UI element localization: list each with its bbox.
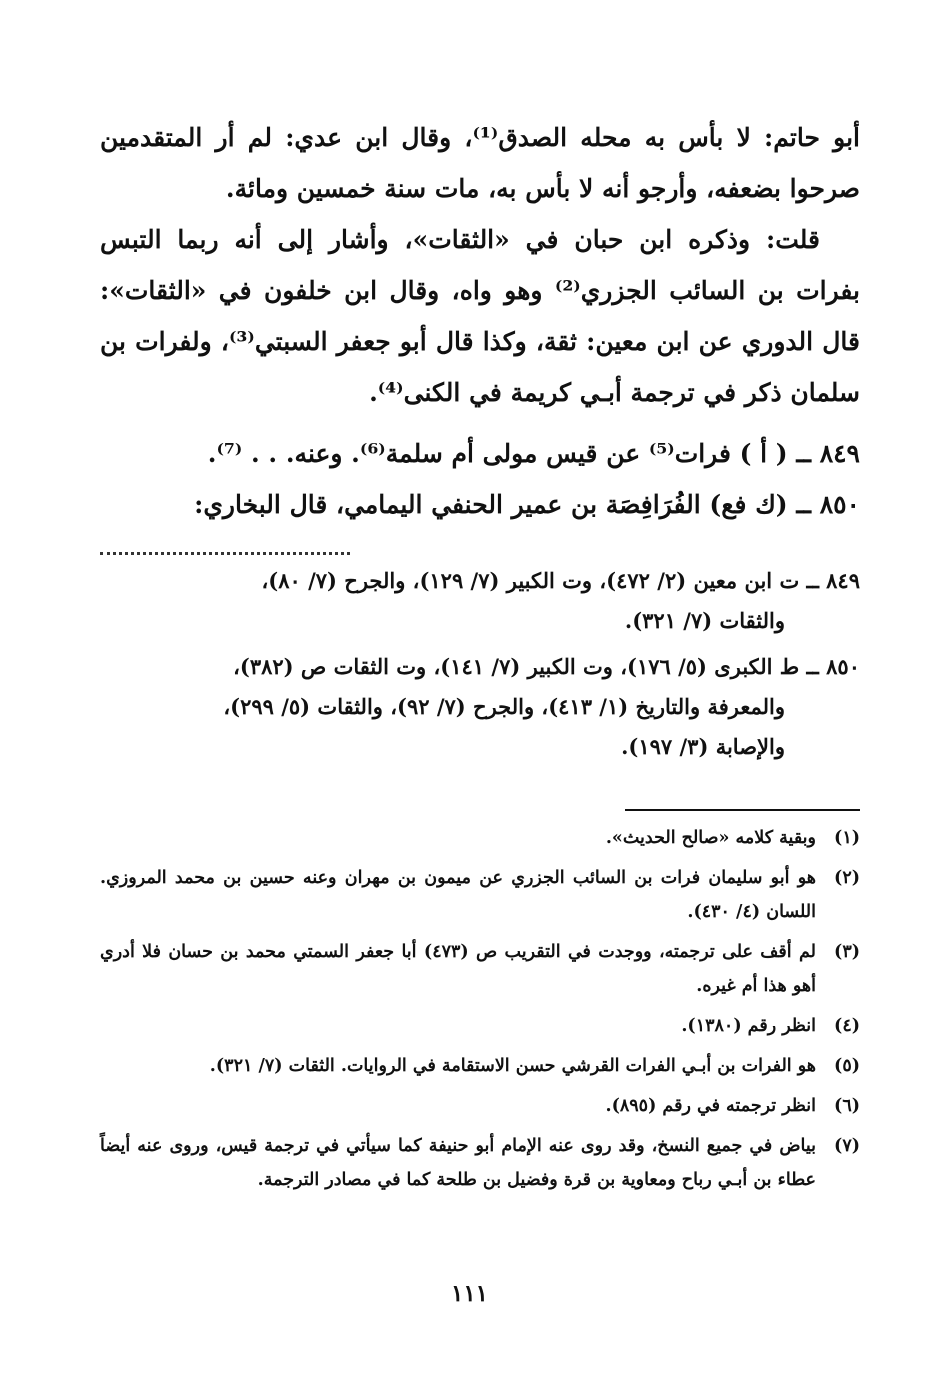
footnote-number: (٥) bbox=[834, 1056, 860, 1076]
footnote-text: بياض في جميع النسخ، وقد روى عنه الإمام أبو حنيفة كما سيأتي في ترجمة قيس، وروى عنه أيضاً عطاء بن أبـي رباح ومعاوية بن قرة وفضيل بن طلحة كما في مصادر الترجمة. bbox=[100, 1136, 816, 1190]
footnote-number: (٧) bbox=[834, 1136, 860, 1156]
footnote-1 bbox=[100, 821, 860, 855]
entry-850: ٨٥٠ ــ (ك فع) الفُرَافِصَة بن عمير الحنفي اليمامي، قال البخاري: bbox=[194, 490, 860, 519]
footnote-text: وبقية كلامه «صالح الحديث». bbox=[605, 828, 816, 848]
footnote-number: (٣) bbox=[834, 942, 860, 962]
page-number: ١١١ bbox=[450, 1280, 489, 1307]
footnote-text: هو الفرات بن أبـي الفرات القرشي حسن الاستقامة في الروايات. الثقات (٧/ ٣٢١). bbox=[209, 1056, 816, 1076]
footnotes bbox=[100, 821, 860, 1197]
reference-849 bbox=[100, 561, 860, 641]
page-body bbox=[100, 112, 860, 1203]
footnote-rule bbox=[625, 809, 860, 811]
reference-849-line-1: ٨٤٩ ــ ت ابن معين (٢/ ٤٧٢)، وت الكبير (٧/ ١٢٩)، والجرح (٧/ ٨٠)، bbox=[261, 568, 860, 593]
paragraph-1: أبو حاتم: لا بأس به محله الصدق⁽¹⁾، وقال ابن عدي: لم أر المتقدمين صرحوا بضعفه، وأرجو أنه لا بأس به، مات سنة خمسين ومائة. bbox=[100, 123, 860, 203]
main-text bbox=[100, 112, 860, 530]
paragraph-2: قلت: وذكره ابن حبان في «الثقات»، وأشار إلى أنه ربما التبس بفرات بن السائب الجزري⁽²⁾ وهو واه، وقال ابن خلفون في «الثقات»: قال الدوري عن ابن معين: ثقة، وكذا قال أبو جعفر السبتي⁽³⁾، ولفرات بن سلمان ذكر في ترجمة أبـي كريمة في الكنى⁽⁴⁾. bbox=[100, 225, 860, 407]
footnote-number: (٦) bbox=[834, 1096, 860, 1116]
references bbox=[100, 561, 860, 767]
entry-849: ٨٤٩ ــ ( أ ) فرات⁽⁵⁾ عن قيس مولى أم سلمة⁽⁶⁾. وعنه. . . ⁽⁷⁾. bbox=[207, 439, 860, 468]
footnote-7 bbox=[100, 1129, 860, 1197]
footnote-number: (١) bbox=[834, 828, 860, 848]
footnote-text: هو أبو سليمان فرات بن السائب الجزري عن ميمون بن مهران وعنه حسين بن محمد المروزي. اللسان (٤/ ٤٣٠). bbox=[100, 868, 816, 922]
dotted-separator bbox=[100, 552, 350, 555]
footnote-text: انظر رقم (١٣٨٠). bbox=[681, 1016, 816, 1036]
reference-850-line-3: والإصابة (٣/ ١٩٧). bbox=[621, 734, 785, 759]
footnote-5 bbox=[100, 1049, 860, 1083]
reference-850-line-1: ٨٥٠ ــ ط الكبرى (٥/ ١٧٦)، وت الكبير (٧/ ١٤١)، وت الثقات ص (٣٨٢)، bbox=[233, 654, 860, 679]
footnote-3 bbox=[100, 935, 860, 1003]
footnote-6 bbox=[100, 1089, 860, 1123]
footnote-2 bbox=[100, 861, 860, 929]
footnote-text: انظر ترجمته في رقم (٨٩٥). bbox=[605, 1096, 816, 1116]
footnote-number: (٤) bbox=[834, 1016, 860, 1036]
footnote-text: لم أقف على ترجمته، ووجدت في التقريب ص (٤٧٣) أبا جعفر السمتي محمد بن حسان فلا أدري أهو هذا أم غيره. bbox=[100, 942, 816, 996]
reference-850-line-2: والمعرفة والتاريخ (١/ ٤١٣)، والجرح (٧/ ٩٢)، والثقات (٥/ ٢٩٩)، bbox=[223, 694, 785, 719]
footnote-4 bbox=[100, 1009, 860, 1043]
footnote-number: (٢) bbox=[834, 868, 860, 888]
reference-850 bbox=[100, 647, 860, 767]
reference-849-line-2: والثقات (٧/ ٣٢١). bbox=[624, 608, 785, 633]
